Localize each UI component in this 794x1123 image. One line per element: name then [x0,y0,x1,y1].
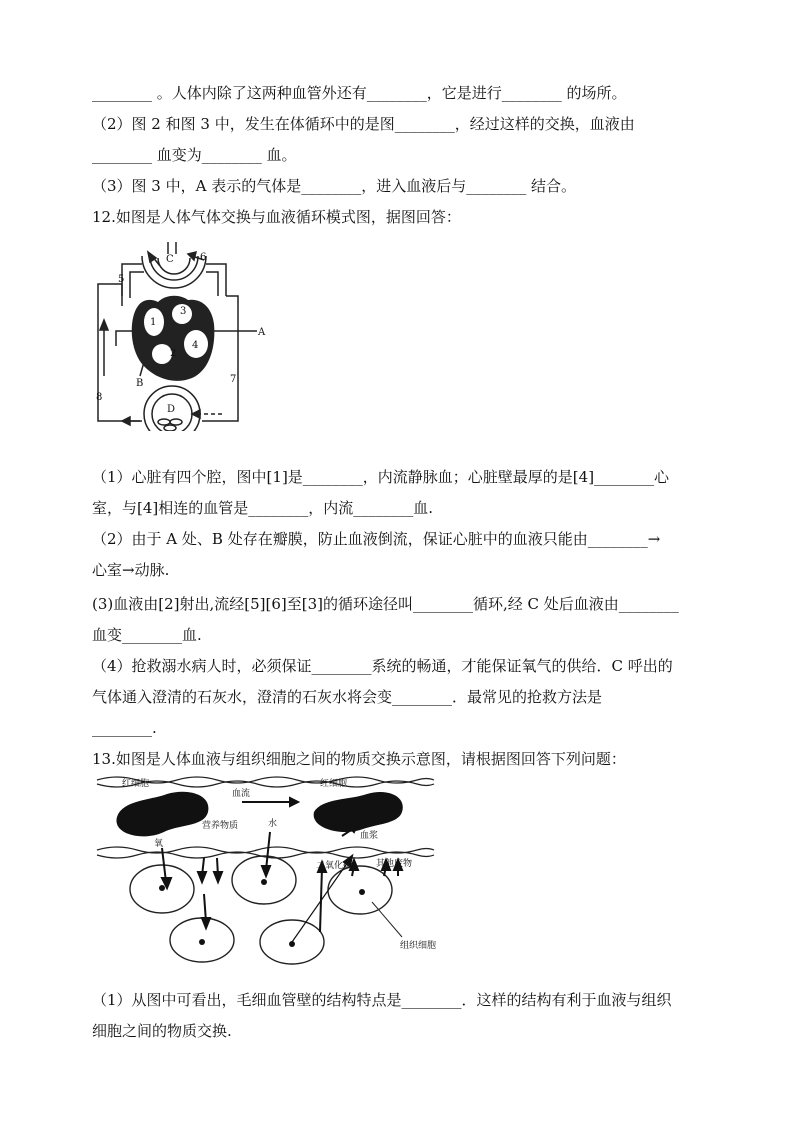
circulation-diagram [92,236,272,431]
text-line: （1）从图中可看出，毛细血管壁的结构特点是________．这样的结构有利于血液与组织 [92,991,672,1009]
label-d: D [167,404,176,415]
question-title: 12.如图是人体气体交换与血液循环模式图，据图回答： [92,208,461,226]
label-plasma: 血浆 [360,831,379,841]
text-line: （2）图 2 和图 3 中，发生在体循环中的是图________，经过这样的交换，血液由 [92,115,635,133]
label-blood-flow: 血流 [232,789,251,799]
text-line: 气体通入澄清的石灰水，澄清的石灰水将会变________．最常见的抢救方法是 [92,688,603,706]
label-8: 8 [96,392,103,403]
label-c: C [166,254,174,265]
capillary-exchange-diagram [92,772,437,972]
text-line: (3)血液由[2]射出,流经[5][6]至[3]的循环途径叫________循环,经 C 处后血液由________ [92,595,679,613]
text-line: （2）由于 A 处、B 处存在瓣膜，防止血液倒流，保证心脏中的血液只能由________→ [92,530,661,548]
label-nutrients: 营养物质 [202,821,239,831]
text-line: （1）心脏有四个腔，图中[1]是________，内流静脉血；心脏壁最厚的是[4]________心 [92,468,670,486]
text-line: （4）抢救溺水病人时，必须保证________系统的畅通，才能保证氧气的供给．C 呼出的 [92,657,673,675]
label-3: 3 [180,306,187,317]
label-waste: 其他废物 [376,859,413,869]
text-line: 室，与[4]相连的血管是________，内流________血. [92,499,434,517]
label-7: 7 [230,374,237,385]
label-oxygen: 氧 [154,839,164,849]
label-rbc-right: 红细胞 [320,779,348,789]
label-b: B [136,378,144,389]
text-line: ________ 。人体内除了这两种血管外还有________，它是进行________ 的场所。 [92,84,627,102]
label-6: 6 [200,252,207,263]
text-line: ________ 血变为________ 血。 [92,146,297,164]
label-1: 1 [150,317,157,328]
label-rbc-left: 红细胞 [122,779,150,789]
label-a: A [258,327,266,338]
text-line: ________. [92,719,157,737]
text-line: （3）图 3 中，A 表示的气体是________，进入血液后与________ 结合。 [92,177,576,195]
label-co2: 二氧化碳 [316,861,353,871]
label-water: 水 [268,819,278,829]
label-5: 5 [118,274,125,285]
text-line: 心室→动脉. [92,561,170,579]
label-tissue-cells: 组织细胞 [400,941,437,951]
label-2: 2 [170,348,177,359]
text-line: 细胞之间的物质交换. [92,1022,232,1040]
text-line: 血变________血. [92,626,202,644]
label-4: 4 [192,340,199,351]
question-title: 13.如图是人体血液与组织细胞之间的物质交换示意图，请根据图回答下列问题： [92,750,626,768]
